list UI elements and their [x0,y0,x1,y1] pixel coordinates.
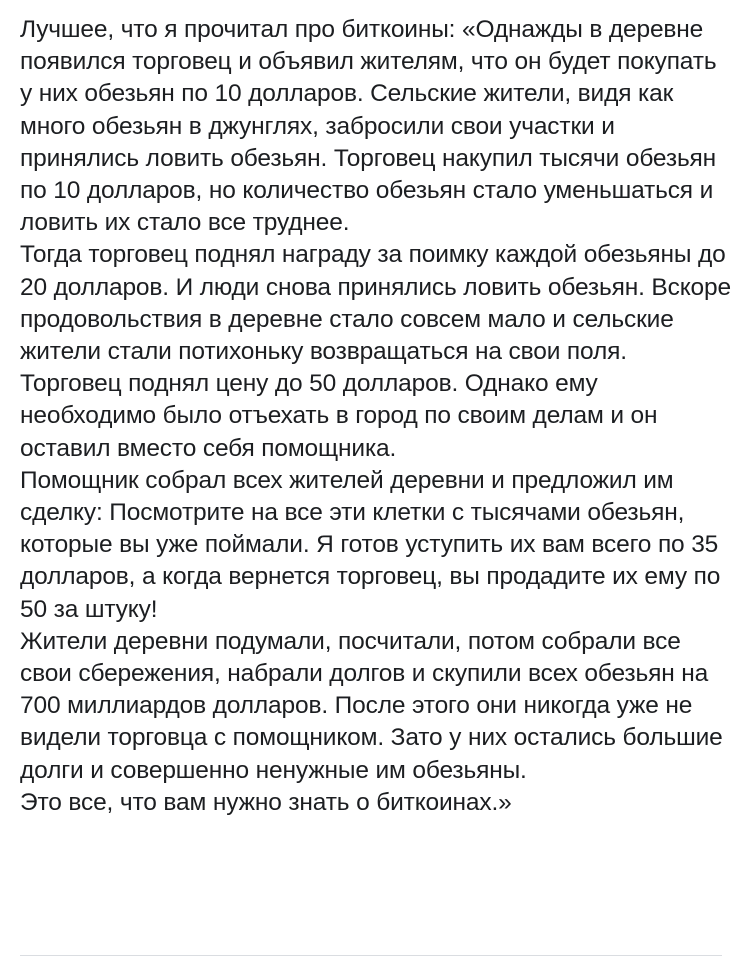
post-paragraph-1: Лучшее, что я прочитал про биткоины: «Однажды в деревне появился торговец и объявил жителям, что он будет покупать у них обезьян по 10 долларов. Сельские жители, видя как много обезьян в джунглях, забросили свои участки и принялись ловить обезьян. Торговец накупил тысячи обезьян по 10 долларов, но количество обезьян стало уменьшаться и ловить их стало все труднее. [20,16,717,237]
post-paragraph-2: Тогда торговец поднял награду за поимку каждой обезьяны до 20 долларов. И люди снова принялись ловить обезьян. Вскоре продовольствия в деревне стало совсем мало и сельские жители стали потихоньку возвращаться на свои поля. Торговец поднял цену до 50 долларов. Однако ему необходимо было отъехать в город по своим делам и он оставил вместо себя помощника. [20,241,731,462]
post-text [20,14,732,819]
post-paragraph-4: Жители деревни подумали, посчитали, потом собрали все свои сбережения, набрали долгов и скупили всех обезьян на 700 миллиардов долларов. После этого они никогда уже не видели торговца с помощником. Зато у них остались большие долги и совершенно ненужные им обезьяны. [20,627,723,784]
post-divider [20,955,722,956]
post-paragraph-5: Это все, что вам нужно знать о биткоинах.» [20,788,512,816]
post-paragraph-3: Помощник собрал всех жителей деревни и предложил им сделку: Посмотрите на все эти клетки с тысячами обезьян, которые вы уже поймали. Я готов уступить их вам всего по 35 долларов, а когда вернется торговец, вы продадите их ему по 50 за штуку! [20,466,721,623]
